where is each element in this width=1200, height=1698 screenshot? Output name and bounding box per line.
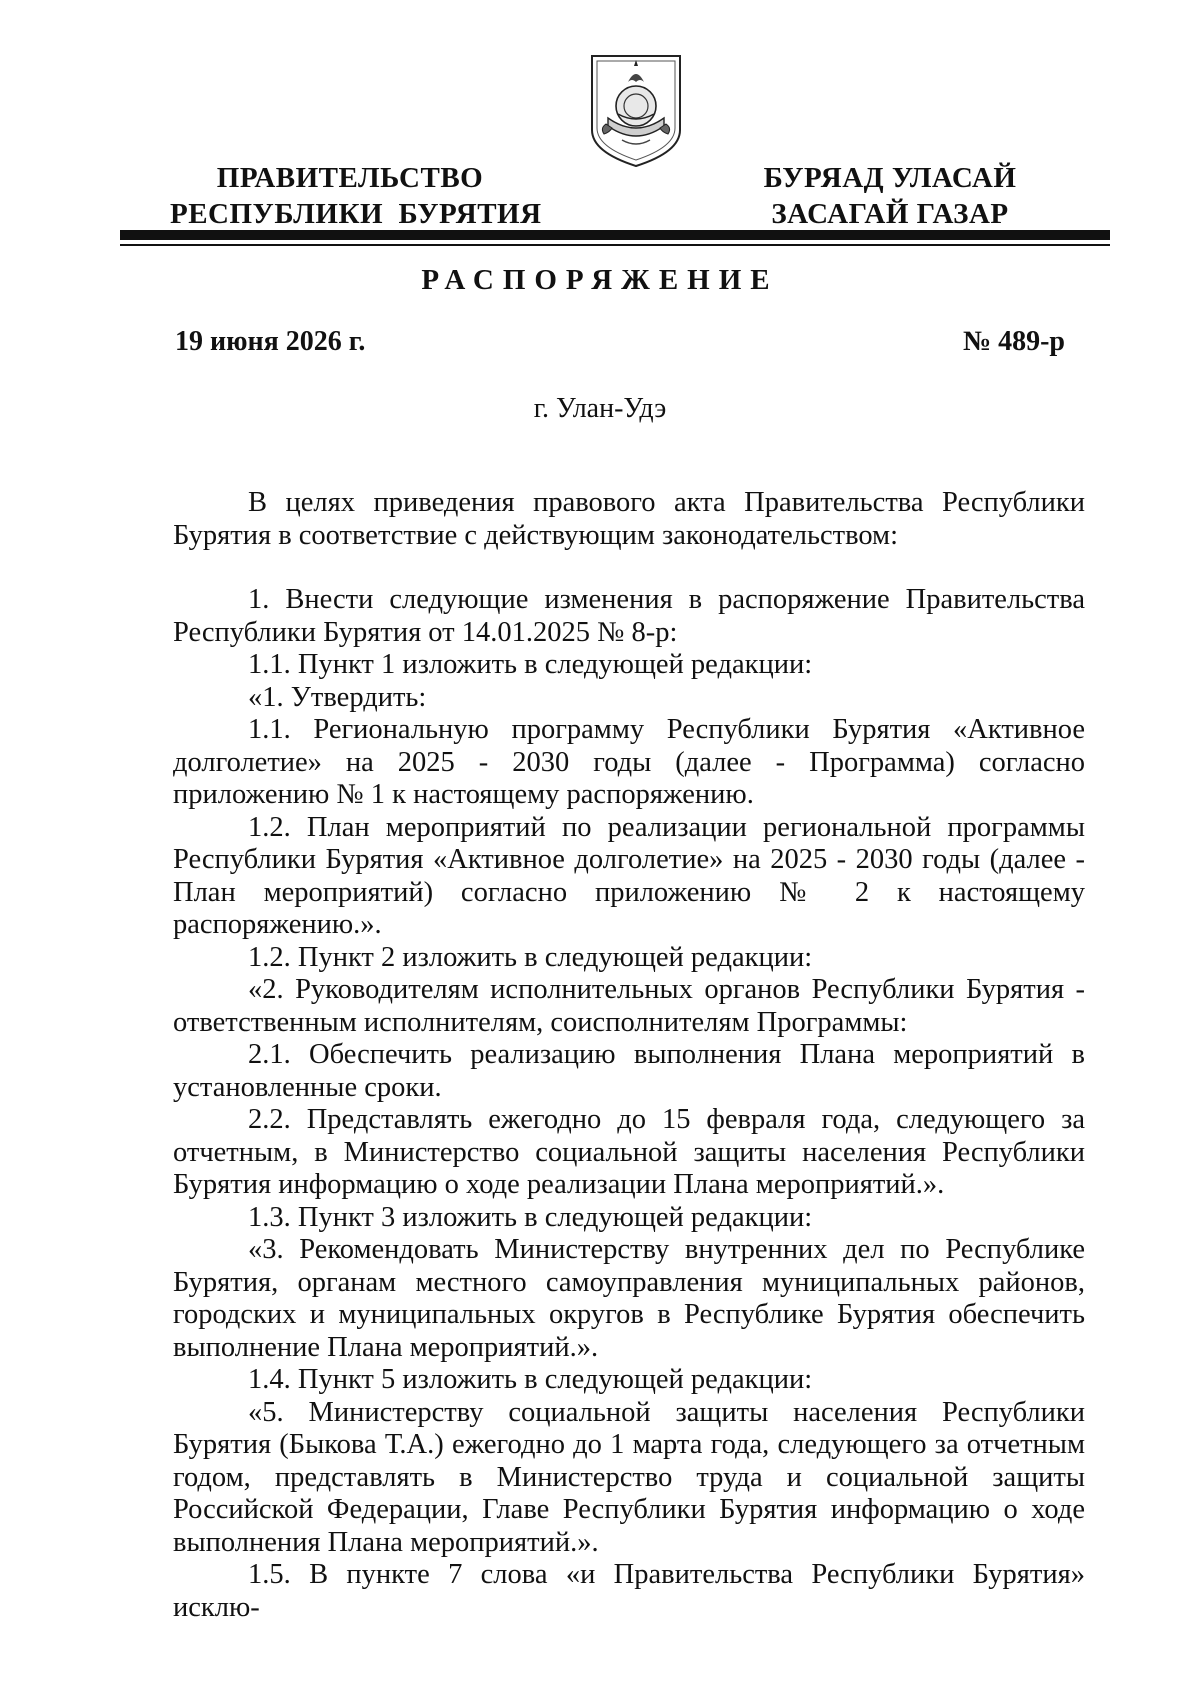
paragraph: 1.1. Региональную программу Республики Бурятия «Активное долголетие» на 2025 - 2030 годы (далее - Программа) согласно приложению № 1 к настоящему распоряжению.	[173, 714, 1085, 810]
paragraph: «1. Утвердить:	[248, 681, 427, 713]
paragraph: 1.4. Пункт 5 изложить в следующей редакции:	[248, 1364, 813, 1395]
document-body	[173, 487, 1085, 1624]
paragraph: В целях приведения правового акта Правительства Республики Бурятия в соответствие с действующим законодательством:	[173, 487, 1085, 551]
org-name-russian-line-1: ПРАВИТЕЛЬСТВО	[216, 162, 484, 194]
coat-of-arms-icon	[588, 52, 684, 170]
document-date: 19 июня 2026 г.	[175, 326, 366, 357]
document-number: № 489-р	[962, 326, 1065, 357]
document-type: РАСПОРЯЖЕНИЕ	[421, 264, 779, 296]
header-divider-thin	[120, 244, 1110, 246]
paragraph: 2.1. Обеспечить реализацию выполнения Плана мероприятий в установленные сроки.	[173, 1039, 1085, 1103]
org-name-buryat	[740, 160, 1040, 232]
paragraph: 1. Внести следующие изменения в распоряжение Правительства Республики Бурятия от 14.01.2025 № 8-р:	[173, 584, 1085, 648]
org-name-russian	[170, 160, 542, 232]
header-divider-thick	[120, 230, 1110, 240]
document-city: г. Улан-Удэ	[533, 393, 667, 424]
paragraph: 1.1. Пункт 1 изложить в следующей редакции:	[248, 649, 813, 680]
org-name-buryat-line-2: ЗАСАГАЙ ГАЗАР	[771, 198, 1009, 230]
paragraph: «5. Министерству социальной защиты населения Республики Бурятия (Быкова Т.А.) ежегодно до 1 марта года, следующего за отчетным годом, представлять в Министерство труда и социальной защиты Российской Федерации, Главе Республики Бурятия информацию о ходе выполнения Плана мероприятий.».	[173, 1396, 1085, 1558]
paragraph: 1.5. В пункте 7 слова «и Правительства Республики Бурятия» исклю-	[173, 1559, 1085, 1623]
paragraph: «3. Рекомендовать Министерству внутренних дел по Республике Бурятия, органам местного самоуправления муниципальных районов, городских и муниципальных округов в Республике Бурятия обеспечить выполнение Плана мероприятий.».	[173, 1234, 1085, 1363]
paragraph: 1.2. Пункт 2 изложить в следующей редакции:	[248, 941, 813, 973]
paragraph: 2.2. Представлять ежегодно до 15 февраля года, следующего за отчетным, в Министерство социальной защиты населения Республики Бурятия информацию о ходе реализации Плана мероприятий.».	[173, 1104, 1085, 1200]
paragraph: 1.2. План мероприятий по реализации региональной программы Республики Бурятия «Активное долголетие» на 2025 - 2030 годы (далее - План мероприятий) согласно приложению № 2 к настоящему распоряжению.».	[173, 811, 1085, 940]
paragraph: «2. Руководителям исполнительных органов Республики Бурятия - ответственным исполнителям, соисполнителям Программы:	[173, 974, 1085, 1038]
org-name-buryat-line-1: БУРЯАД УЛАСАЙ	[763, 162, 1017, 194]
org-name-russian-line-2: РЕСПУБЛИКИ БУРЯТИЯ	[170, 198, 542, 230]
paragraph: 1.3. Пункт 3 изложить в следующей редакции:	[248, 1201, 813, 1233]
